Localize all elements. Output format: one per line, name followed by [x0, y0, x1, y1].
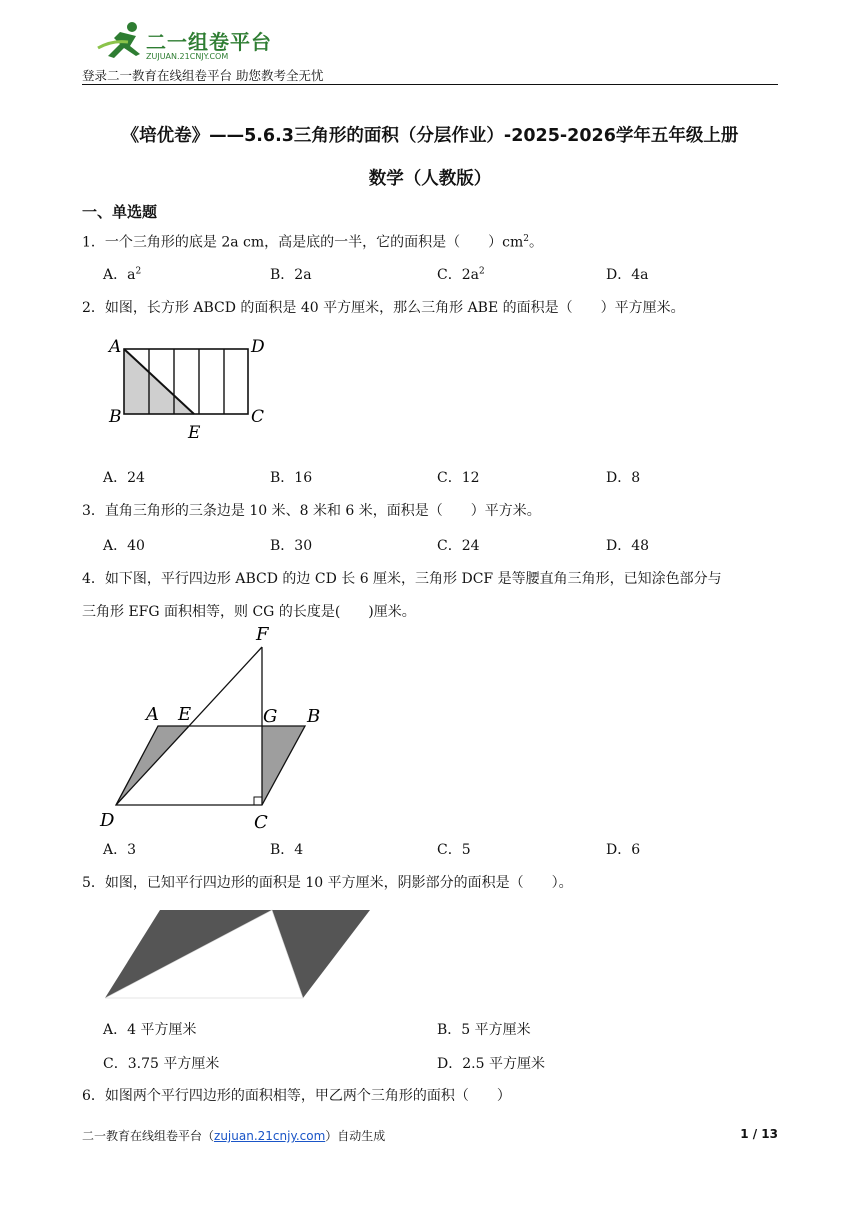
- q4-label-e: E: [178, 704, 192, 725]
- question-3-stem: 3．直角三角形的三条边是 10 米、8 米和 6 米，面积是（ ）平方米。: [82, 503, 541, 519]
- footer-link[interactable]: zujuan.21cnjy.com: [214, 1129, 326, 1143]
- q4-parallelogram-figure: [96, 622, 336, 834]
- q4-label-f: F: [256, 624, 269, 645]
- q2-label-b: B: [109, 407, 122, 427]
- header-divider: [82, 84, 778, 85]
- q5-option-d[interactable]: D．2.5 平方厘米: [437, 1056, 545, 1072]
- question-1-stem: [82, 228, 782, 254]
- section-heading: 一、单选题: [82, 203, 158, 221]
- page-title-line-2: 数学（人教版）: [368, 169, 492, 189]
- question-2-stem: 2．如图，长方形 ABCD 的面积是 40 平方厘米，那么三角形 ABE 的面积是（ ）平方厘米。: [82, 300, 685, 316]
- q2-label-d: D: [251, 337, 265, 357]
- q5-option-b[interactable]: B．5 平方厘米: [437, 1022, 531, 1038]
- q4-label-b: B: [307, 706, 321, 727]
- q3-option-b[interactable]: B．30: [270, 538, 313, 554]
- question-4-stem-line-1: 4．如下图，平行四边形 ABCD 的边 CD 长 6 厘米，三角形 DCF 是等腰直角三角形，已知涂色部分与: [82, 571, 722, 587]
- q2-option-b[interactable]: B．16: [270, 470, 313, 486]
- question-5-stem: 5．如图，已知平行四边形的面积是 10 平方厘米，阴影部分的面积是（ ）。: [82, 875, 573, 891]
- q3-option-a[interactable]: A．40: [103, 538, 145, 554]
- q3-option-d[interactable]: D．48: [606, 538, 650, 554]
- q1-stem-end: 。: [529, 234, 544, 251]
- footer-text-pre: 二一教育在线组卷平台（: [82, 1129, 215, 1143]
- q2-label-a: A: [109, 337, 122, 357]
- q1-option-a[interactable]: A．$a^2$: [103, 266, 142, 283]
- logo-subtext: ZUJUAN.21CNJY.COM: [146, 52, 229, 61]
- q1-superscript: 2: [523, 234, 530, 244]
- q2-option-c[interactable]: C．12: [437, 470, 480, 486]
- footer-source: [82, 1127, 385, 1144]
- q2-option-d[interactable]: D．8: [606, 470, 641, 486]
- question-4-stem-line-2: 三角形 EFG 面积相等，则 CG 的长度是( )厘米。: [82, 604, 416, 620]
- page-number: 1 / 13: [740, 1127, 778, 1141]
- q2-label-e: E: [188, 423, 201, 443]
- q4-label-d: D: [100, 810, 115, 831]
- logo-text: 二一组卷平台: [146, 30, 272, 54]
- q5-parallelogram-figure: [100, 906, 375, 1002]
- q4-option-c[interactable]: C．5: [437, 842, 471, 858]
- q5-option-a[interactable]: A．4 平方厘米: [103, 1022, 197, 1038]
- question-6-stem: 6．如图两个平行四边形的面积相等，甲乙两个三角形的面积（ ）: [82, 1088, 511, 1104]
- q4-option-a[interactable]: A．3: [103, 842, 137, 858]
- q4-option-b[interactable]: B．4: [270, 842, 304, 858]
- header-tagline: 登录二一教育在线组卷平台 助您教考全无忧: [82, 68, 324, 83]
- q4-label-c: C: [254, 812, 268, 833]
- q2-rectangle-figure: [104, 334, 284, 444]
- q1-option-b[interactable]: B．2a: [270, 267, 312, 283]
- q5-option-c[interactable]: C．3.75 平方厘米: [103, 1056, 220, 1072]
- q2-option-a[interactable]: A．24: [103, 470, 145, 486]
- q4-label-a: A: [146, 704, 159, 725]
- q2-label-c: C: [251, 407, 265, 427]
- page-title-line-1: 《培优卷》——5.6.3三角形的面积（分层作业）-2025-2026学年五年级上册: [121, 126, 739, 146]
- q4-option-d[interactable]: D．6: [606, 842, 641, 858]
- q3-option-c[interactable]: C．24: [437, 538, 480, 554]
- q4-label-g: G: [263, 706, 278, 727]
- q1-option-c[interactable]: C．$2a^2$: [437, 266, 485, 283]
- q1-stem-text: 1．一个三角形的底是 2a cm，高是底的一半，它的面积是（ ）cm: [82, 234, 524, 251]
- runner-logo-icon: [92, 18, 152, 64]
- footer-text-post: ）自动生成: [325, 1129, 386, 1143]
- q1-option-d[interactable]: D．4a: [606, 267, 649, 283]
